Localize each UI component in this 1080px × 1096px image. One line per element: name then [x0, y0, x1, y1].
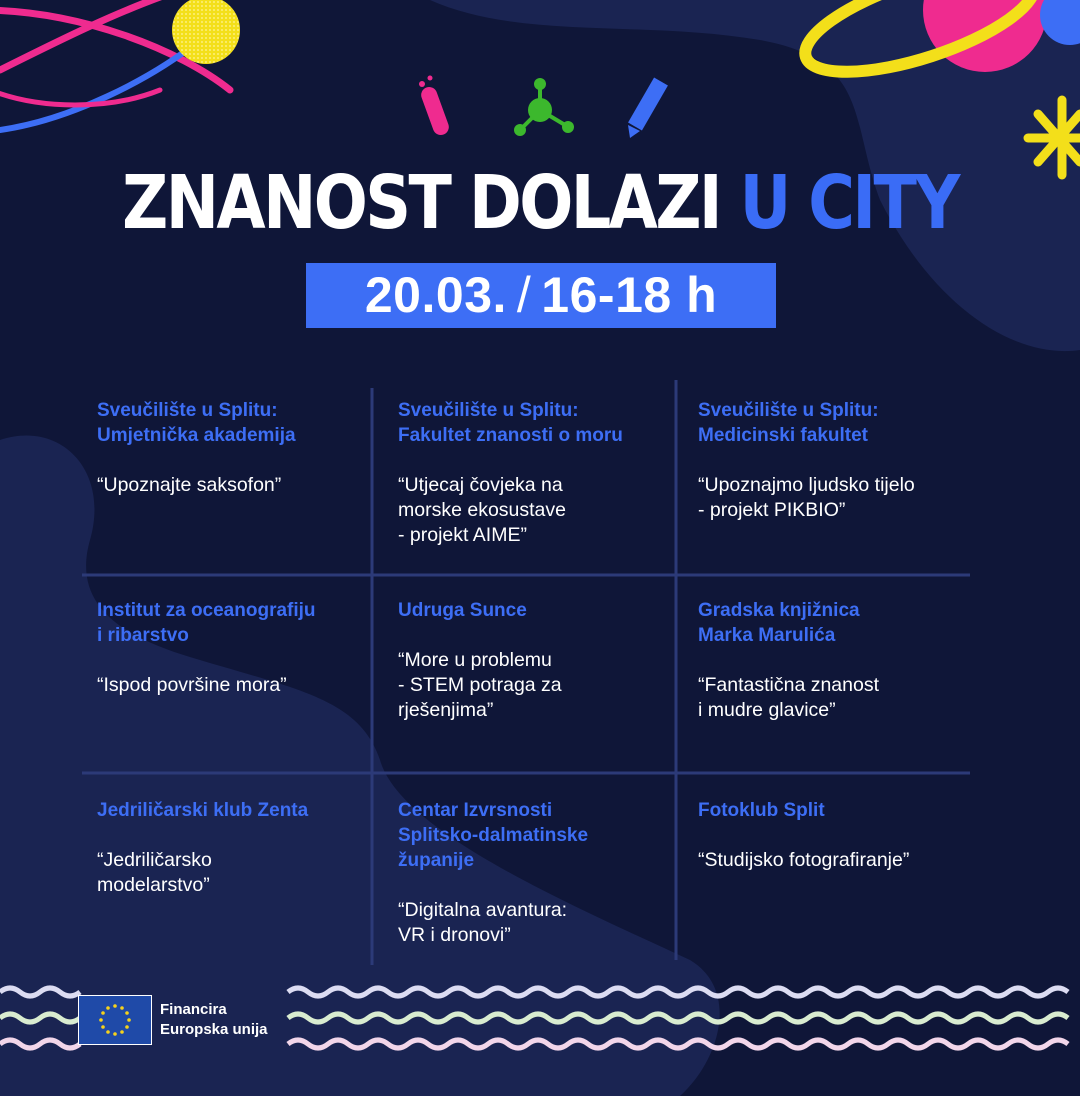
date-separator: /	[516, 267, 532, 323]
eu-flag-icon	[78, 995, 152, 1045]
eu-funding-badge	[78, 995, 268, 1045]
program-cell	[97, 398, 367, 498]
pencil-icon	[628, 77, 668, 138]
activity-title: “Ispod površine mora”	[97, 674, 287, 696]
program-cell	[398, 398, 668, 548]
program-cell	[698, 598, 968, 723]
organizer-name: Udruga Sunce	[398, 600, 527, 621]
activity-title: “Digitalna avantura: VR i dronovi”	[398, 899, 568, 946]
activity-title: “More u problemu - STEM potraga za rješenjima”	[398, 649, 562, 721]
program-cell	[97, 798, 367, 898]
activity-title: “Upoznajte saksofon”	[97, 474, 282, 496]
activity-title: “Jedriličarsko modelarstvo”	[97, 849, 212, 896]
test-tube-icon	[419, 76, 451, 138]
molecule-icon	[514, 78, 574, 136]
organizer-name: Sveučilište u Splitu: Medicinski fakultet	[698, 400, 879, 446]
organizer-name: Institut za oceanografiju i ribarstvo	[97, 600, 316, 646]
funding-text: Financira Europska unija	[160, 1001, 268, 1038]
activity-title: “Fantastična znanost i mudre glavice”	[698, 674, 880, 721]
program-cell	[398, 798, 668, 948]
program-cell	[698, 798, 968, 873]
organizer-name: Jedriličarski klub Zenta	[97, 800, 309, 821]
organizer-name: Gradska knjižnica Marka Marulića	[698, 600, 860, 646]
activity-title: “Utjecaj čovjeka na morske ekosustave - projekt AIME”	[398, 474, 566, 546]
organizer-name: Sveučilište u Splitu: Fakultet znanosti o moru	[398, 400, 623, 446]
event-date: 20.03.	[364, 267, 507, 323]
organizer-name: Fotoklub Split	[698, 800, 825, 821]
activity-title: “Upoznajmo ljudsko tijelo - projekt PIKBIO”	[698, 474, 915, 521]
program-cell	[97, 598, 367, 698]
title-accent: U CITY	[739, 160, 958, 246]
event-time: 16-18 h	[541, 267, 718, 323]
organizer-name: Centar Izvrsnosti Splitsko-dalmatinske županije	[398, 800, 589, 871]
title-main: ZNANOST DOLAZI	[122, 160, 721, 246]
program-cell	[398, 598, 668, 723]
organizer-name: Sveučilište u Splitu: Umjetnička akademija	[97, 400, 296, 446]
activity-title: “Studijsko fotografiranje”	[698, 849, 910, 871]
program-cell	[698, 398, 968, 523]
page-title	[76, 158, 1005, 248]
date-time-banner	[306, 263, 776, 328]
